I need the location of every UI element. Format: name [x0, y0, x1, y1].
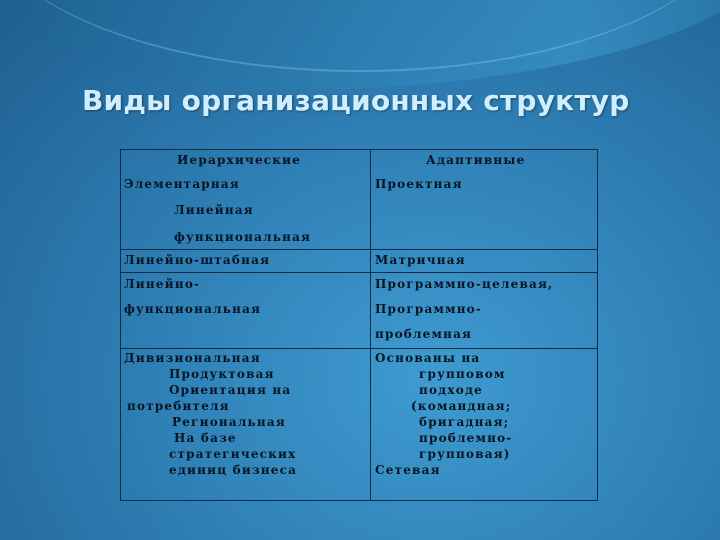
header-adaptive: Адаптивные	[426, 153, 526, 167]
row-divider	[121, 272, 597, 273]
cell-problem-group-2: групповая)	[419, 447, 511, 461]
cell-functional: функциональная	[174, 230, 312, 244]
cell-elementary: Элементарная	[124, 177, 240, 191]
cell-program-problem-2: проблемная	[375, 327, 473, 341]
cell-line-functional-2: функциональная	[124, 302, 262, 316]
row-divider	[121, 348, 597, 349]
cell-program-problem-1: Программно-	[375, 302, 483, 316]
cell-program-target: Программно-целевая,	[375, 277, 554, 291]
cell-sbu-3: единиц бизнеса	[169, 463, 298, 477]
cell-team: (командная;	[411, 399, 512, 413]
cell-project: Проектная	[375, 177, 463, 191]
cell-problem-group-1: проблемно-	[419, 431, 513, 445]
page-title: Виды организационных структур	[82, 84, 630, 117]
cell-sbu-2: стратегических	[169, 447, 297, 461]
cell-matrix: Матричная	[375, 253, 466, 267]
cell-group-based-1: Основаны на	[375, 351, 481, 365]
header-hierarchical: Иерархические	[177, 153, 302, 167]
row-divider	[121, 249, 597, 250]
cell-sbu-1: На базе	[174, 431, 237, 445]
cell-group-based-3: подходе	[419, 383, 483, 397]
cell-customer-orientation-1: Ориентация на	[169, 383, 292, 397]
cell-regional: Региональная	[172, 415, 286, 429]
column-divider	[370, 150, 371, 500]
cell-brigade: бригадная;	[419, 415, 510, 429]
cell-product: Продуктовая	[169, 367, 275, 381]
cell-network: Сетевая	[375, 463, 441, 477]
cell-line-staff: Линейно-штабная	[124, 253, 271, 267]
cell-divisional: Дивизиональная	[124, 351, 261, 365]
cell-line-functional-1: Линейно-	[124, 277, 201, 291]
cell-linear: Линейная	[174, 203, 254, 217]
cell-group-based-2: групповом	[419, 367, 506, 381]
cell-customer-orientation-2: потребителя	[127, 399, 230, 413]
structures-table	[120, 149, 598, 501]
